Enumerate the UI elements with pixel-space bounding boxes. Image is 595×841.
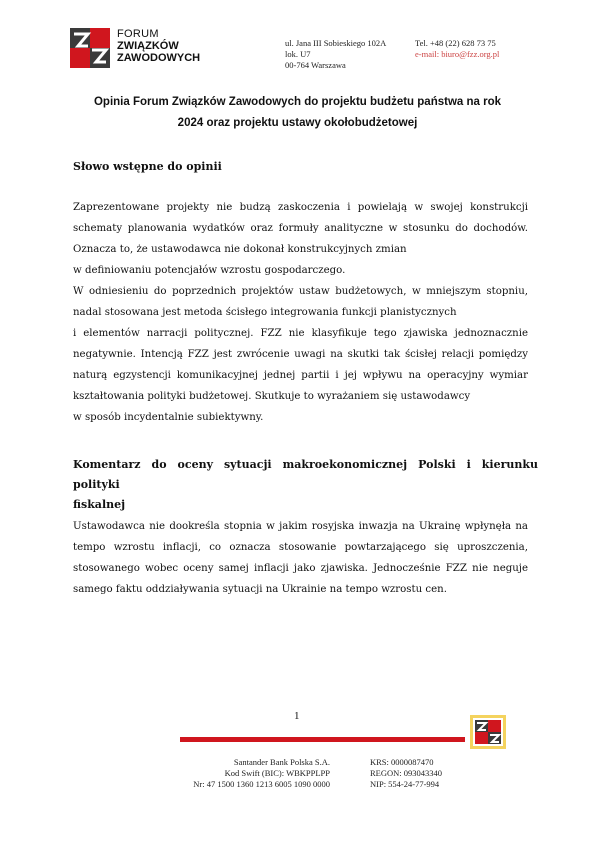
fzz-logo [70,28,110,68]
paragraph-line: nadal stosowana jest metoda ścisłego integrowania funkcji planistycznych [73,307,457,318]
fzz-logo-small [470,715,506,749]
paragraph-line: i elementów narracji politycznej. FZZ nie klasyfikuje tego zjawiska jednoznacznie [73,328,528,339]
paragraph-line: stosowanego wobec oceny samej inflacji jako zjawiska. Jednocześnie FZZ nie neguje [73,563,528,574]
email-link[interactable]: e-mail: biuro@fzz.org.pl [415,49,500,59]
paragraph-line: w definiowaniu potencjałów wzrostu gospodarczego. [73,265,346,276]
heading-line: fiskalnej [73,498,126,511]
org-line-3: ZAWODOWYCH [117,52,201,64]
paragraph-line: Oznacza to, że ustawodawca nie dokonał konstrukcyjnych zmian [73,244,407,255]
organization-name [117,28,200,64]
footer-divider [180,737,465,742]
title-line-1: Opinia Forum Związków Zawodowych do projektu budżetu państwa na rok [93,96,501,108]
paragraph-line: naturą egzystencji komunikacyjnej jednej partii i jej wpływu na operacyjny wymiar [73,370,528,381]
paragraph-line: schematy planowania wydatków oraz formuły analityczne w stosunku do dochodów. [73,223,528,234]
address-line: 00-764 Warszawa [285,60,346,70]
paragraph-line: samego faktu oddziaływania sytuacji na Ukrainie na tempo wzrostu cen. [73,584,447,595]
paragraph-line: Ustawodawca nie dookreśla stopnia w jakim rosyjska inwazja na Ukrainę wpłynęła na [73,521,528,532]
address-line: lok. U7 [285,49,311,59]
contact-info [415,38,499,60]
phone-number: Tel. +48 (22) 628 73 75 [415,38,496,48]
section-1-heading: Słowo wstępne do opinii [73,160,222,173]
nip-number: NIP: 554-24-77-994 [370,779,440,789]
paragraph-line: tempo wzrostu inflacji, co oznacza stosowanie powtarzającego się uproszczenia, [73,542,528,553]
registry-ids [370,757,442,790]
bank-line: Kod Swift (BIC): WBKPPLPP [224,768,330,778]
paragraph-line: W odniesieniu do poprzednich projektów ustaw budżetowych, w mniejszym stopniu, [73,286,528,297]
section-2-heading [73,455,538,515]
document-title [70,92,525,134]
bank-details [180,757,330,790]
title-line-2: 2024 oraz projektu ustawy okołobudżetowej [177,117,418,129]
bank-line: Santander Bank Polska S.A. [233,757,330,767]
org-line-1: FORUM [117,28,159,40]
regon-number: REGON: 093043340 [370,768,443,778]
heading-line: Komentarz do oceny sytuacji makroekonomicznej Polski i kierunku polityki [73,458,538,491]
postal-address [285,38,386,71]
krs-number: KRS: 0000087470 [370,757,434,767]
paragraph-line: w sposób incydentalnie subiektywny. [73,412,264,423]
bank-line: Nr: 47 1500 1360 1213 6005 1090 0000 [193,779,330,789]
paragraph-line: kształtowania polityki budżetowej. Skutkuje to wyrażaniem się ustawodawcy [73,391,471,402]
page-number: 1 [294,710,300,722]
address-line: ul. Jana III Sobieskiego 102A [285,38,387,48]
org-line-2: ZWIĄZKÓW [117,40,179,52]
paragraph-line: Zaprezentowane projekty nie budzą zaskoczenia i powielają w swojej konstrukcji [73,202,528,213]
paragraph-line: negatywnie. Intencją FZZ jest zwrócenie uwagi na skutki tak ścisłej relacji pomiędzy [73,349,528,360]
